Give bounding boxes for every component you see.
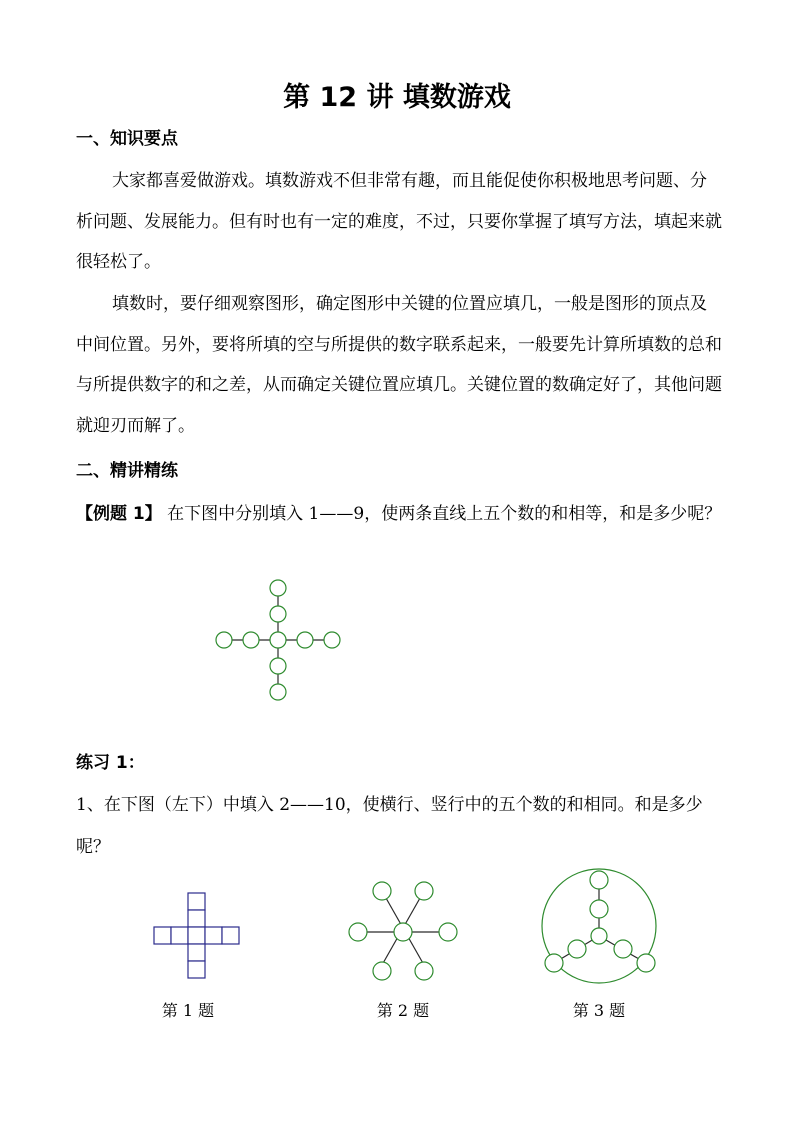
section-heading-practice: 二、精讲精练	[76, 461, 178, 481]
problem-1-grid-figure	[150, 890, 242, 980]
caption-problem-3: 第 3 题	[572, 1001, 626, 1020]
problem-2-star-figure	[340, 875, 464, 990]
star-circle-right	[439, 923, 457, 941]
caption-problem-2: 第 2 题	[376, 1001, 430, 1020]
star-circle-left	[349, 923, 367, 941]
wheel-circle-upper	[590, 900, 608, 918]
wheel-circle-left-inner	[568, 940, 586, 958]
cross-circle-bottom-inner	[270, 658, 286, 674]
paragraph-method: 填数时，要仔细观察图形，确定图形中关键的位置应填几，一般是图形的顶点及中间位置。另外，要将所填的空与所提供的数字联系起来，一般要先计算所填数的总和与所提供数字的和之差，从而确定关键位置应填几。关键位置的数确定好了，其他问题就迎刃而解了。	[76, 294, 722, 436]
cross-circle-bottom-outer	[270, 684, 286, 700]
cross-circle-top-outer	[270, 580, 286, 596]
grid-cell	[205, 927, 222, 944]
cross-circle-right-inner	[297, 632, 313, 648]
caption-problem-1: 第 1 题	[161, 1001, 215, 1020]
star-circle-top-left	[373, 882, 391, 900]
practice-1-question: 1、在下图（左下）中填入 2——10，使横行、竖行中的五个数的和相同。和是多少呢？	[76, 795, 703, 857]
page-title: 第 12 讲 填数游戏	[283, 82, 511, 113]
wheel-circle-right-outer	[637, 954, 655, 972]
wheel-circle-top	[590, 871, 608, 889]
wheel-circle-right-inner	[614, 940, 632, 958]
grid-cell	[188, 961, 205, 978]
grid-cell	[188, 927, 205, 944]
paragraph-intro: 大家都喜爱做游戏。填数游戏不但非常有趣，而且能促使你积极地思考问题、分析问题、发展能力。但有时也有一定的难度，不过，只要你掌握了填写方法，填起来就很轻松了。	[76, 171, 722, 272]
star-circle-bottom-right	[415, 962, 433, 980]
grid-cell	[188, 893, 205, 910]
wheel-circle-center	[591, 928, 607, 944]
grid-cell	[154, 927, 171, 944]
example-1-cross-figure	[205, 570, 350, 710]
cross-circle-top-inner	[270, 606, 286, 622]
practice-1-heading: 练习 1：	[76, 753, 145, 773]
cross-circle-left-outer	[216, 632, 232, 648]
grid-cell	[222, 927, 239, 944]
star-circle-bottom-left	[373, 962, 391, 980]
star-circle-top-right	[415, 882, 433, 900]
example-1-question: 在下图中分别填入 1——9，使两条直线上五个数的和相等，和是多少呢？	[161, 504, 722, 524]
cross-circle-left-inner	[243, 632, 259, 648]
example-1-label: 【例题 1】	[76, 504, 162, 524]
star-circle-center	[394, 923, 412, 941]
cross-circle-center	[270, 632, 286, 648]
problem-3-wheel-figure	[535, 866, 663, 988]
section-heading-knowledge: 一、知识要点	[76, 129, 178, 149]
grid-cell	[188, 944, 205, 961]
grid-cell	[171, 927, 188, 944]
grid-cell	[188, 910, 205, 927]
cross-circle-right-outer	[324, 632, 340, 648]
wheel-circle-left-outer	[545, 954, 563, 972]
example-1-text	[76, 493, 722, 535]
